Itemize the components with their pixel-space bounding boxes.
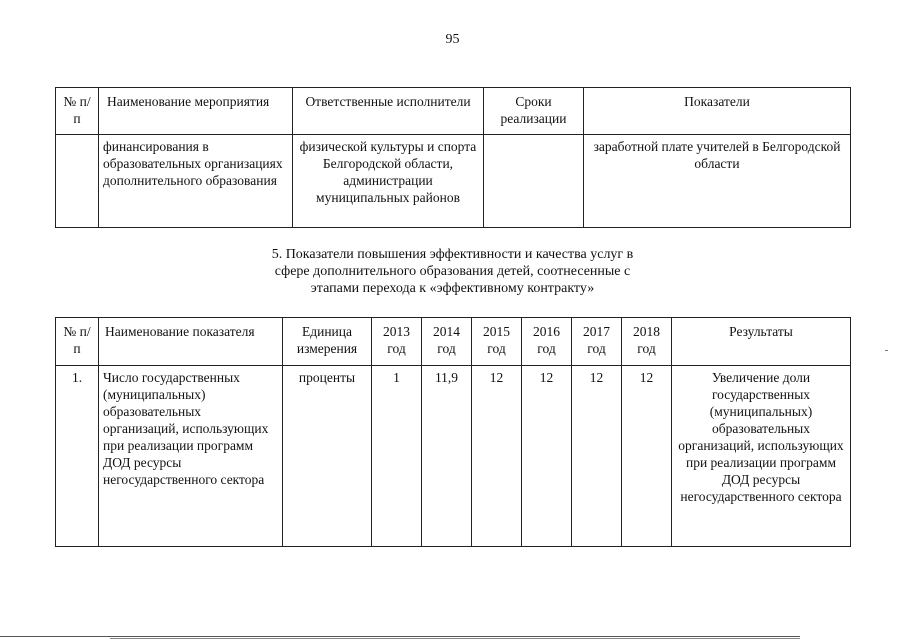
cell-num: 1. <box>56 366 99 547</box>
section-title-line: 5. Показатели повышения эффективности и качества услуг в <box>271 247 634 262</box>
cell-activity-name: финансирования в образовательных организациях дополнительного образования <box>99 135 293 228</box>
table-row <box>56 366 851 547</box>
cell-year-2014: 11,9 <box>422 366 472 547</box>
header-activity-name: Наименование мероприятия <box>99 88 293 135</box>
header-year-2014: 2014 год <box>422 318 472 366</box>
cell-terms <box>484 135 584 228</box>
section-title-line: этапами перехода к «эффективному контракту» <box>310 281 595 296</box>
table-header-row <box>56 318 851 366</box>
footer-divider <box>0 636 800 637</box>
header-year-2013: 2013 год <box>372 318 422 366</box>
cell-indicators: заработной плате учителей в Белгородской области <box>584 135 851 228</box>
header-results: Результаты <box>672 318 851 366</box>
header-terms: Сроки реализации <box>484 88 584 135</box>
header-num: № п/п <box>56 318 99 366</box>
cell-results: Увеличение доли государственных (муниципальных) образовательных организаций, использующих при реализации программ ДОД ресурсы негосударственного сектора <box>672 366 851 547</box>
cell-unit: проценты <box>283 366 372 547</box>
header-indicators: Показатели <box>584 88 851 135</box>
cell-year-2017: 12 <box>572 366 622 547</box>
table-row <box>56 135 851 228</box>
scan-mark <box>885 350 888 351</box>
footer-divider <box>110 638 800 639</box>
cell-year-2015: 12 <box>472 366 522 547</box>
cell-indicator-name: Число государственных (муниципальных) образовательных организаций, использующих при реализации программ ДОД ресурсы негосударственного сектора <box>99 366 283 547</box>
table-header-row <box>56 88 851 135</box>
header-responsible: Ответственные исполнители <box>293 88 484 135</box>
cell-year-2016: 12 <box>522 366 572 547</box>
cell-year-2018: 12 <box>622 366 672 547</box>
page-number: 95 <box>445 32 460 47</box>
header-year-2017: 2017 год <box>572 318 622 366</box>
activities-table <box>55 87 851 228</box>
section-title-line: сфере дополнительного образования детей, соотнесенные с <box>274 264 631 279</box>
header-year-2018: 2018 год <box>622 318 672 366</box>
cell-num <box>56 135 99 228</box>
header-num: № п/п <box>56 88 99 135</box>
header-indicator-name: Наименование показателя <box>99 318 283 366</box>
header-unit: Единица измерения <box>283 318 372 366</box>
header-year-2016: 2016 год <box>522 318 572 366</box>
indicators-table <box>55 317 851 547</box>
cell-year-2013: 1 <box>372 366 422 547</box>
cell-responsible: физической культуры и спорта Белгородской области, администрации муниципальных районов <box>293 135 484 228</box>
header-year-2015: 2015 год <box>472 318 522 366</box>
section-title <box>0 246 905 297</box>
